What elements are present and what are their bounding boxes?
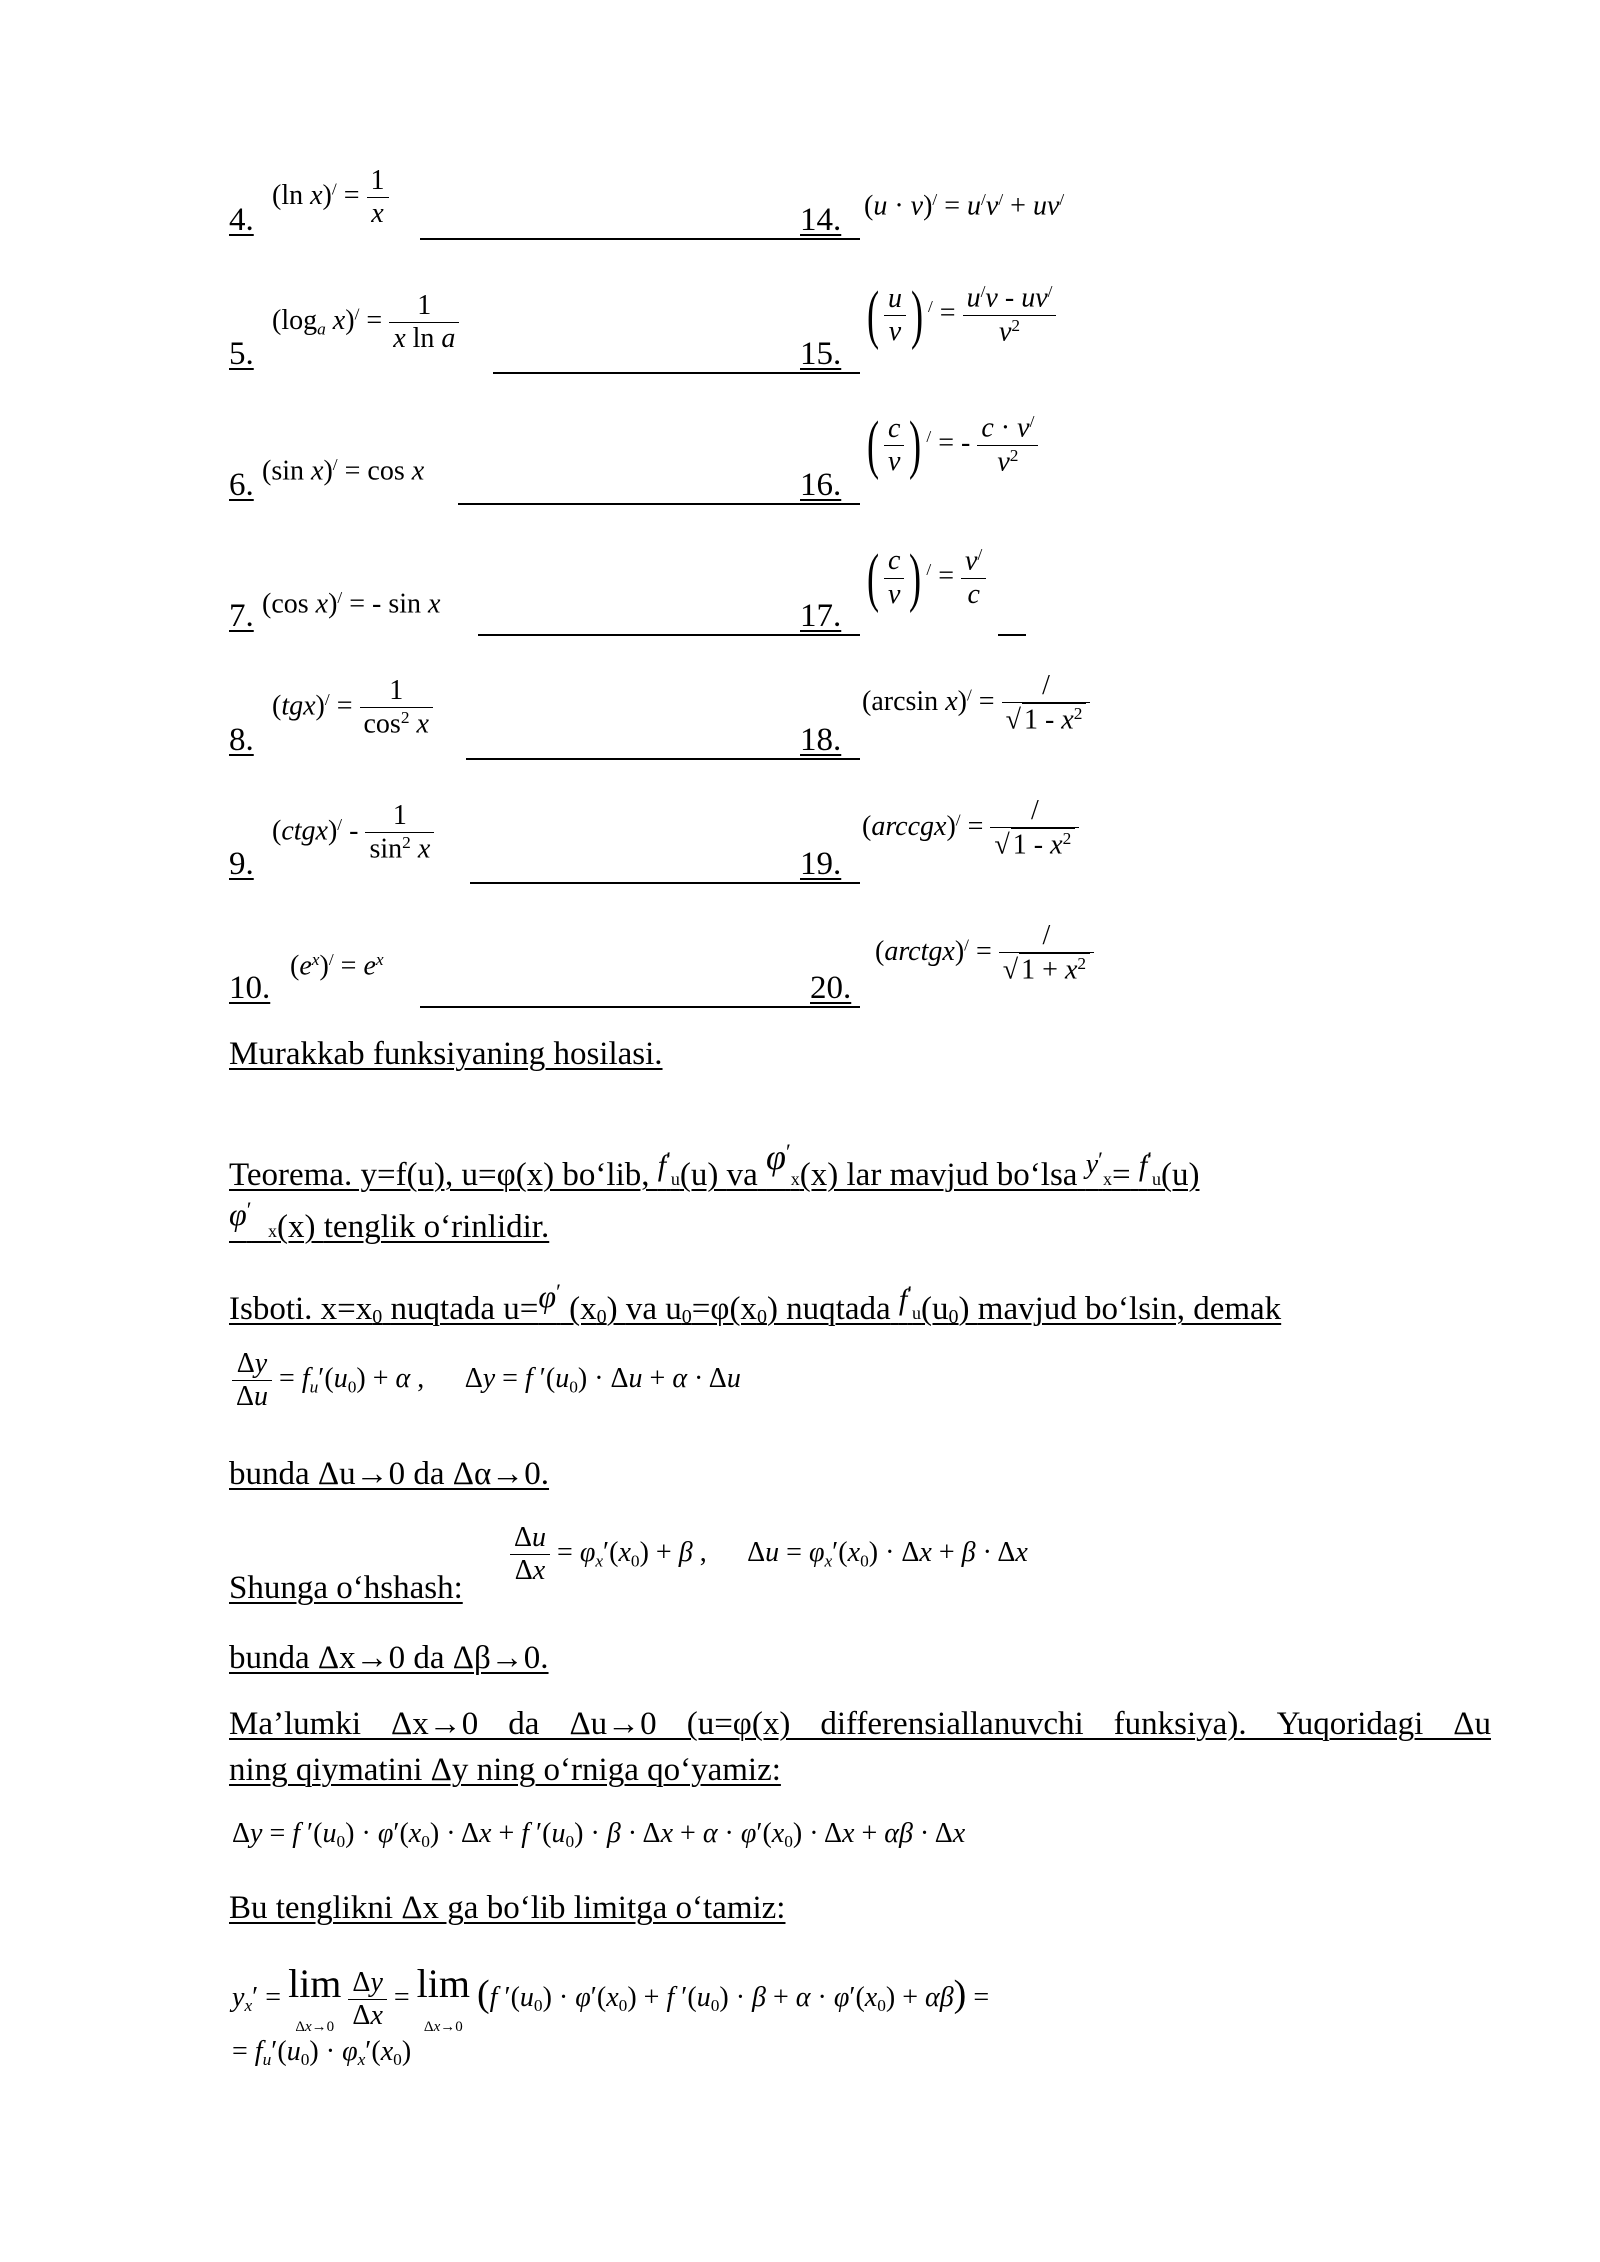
formula-sin: (sin x)/ = cos x [262, 455, 425, 487]
row-number-14: 14. [800, 202, 842, 238]
formula-exp: $(e^x)^/ = e^x$ [290, 950, 384, 982]
proof-d: =φ(x [691, 1291, 757, 1327]
formula-log: ($\log_a$ x)/ = $\frac{1}{\text{x ln a}}$ [272, 290, 459, 355]
theorem-text: Teorema. y=f(u), u=φ(x) bo‘lib, f′u(u) va φ′x(x) lar mavjud bo‘lsa $^{y'}$x= f′u(u) [229, 1137, 1200, 1193]
proof-f: mavjud bo‘lsin, demak [977, 1291, 1282, 1327]
blank-line [998, 634, 1026, 636]
formula-cos: (cos x)/ = - sin x [262, 588, 441, 620]
row-number-20: 20. [810, 970, 852, 1006]
malumki-line-2: ning qiymatini Δy ning o‘rniga qo‘yamiz: [229, 1752, 781, 1788]
row-number-18: 18. [800, 722, 842, 758]
row-number-7: 7. [229, 598, 254, 634]
formula-limit: $y_x' = \lim$ Δx→0 $\frac{\Delta y}{\Delta x}$ = lim Δx→0 (f $'(u_0) \cdot \varphi'(x_0) + f$ $'(u_0) \cdot \beta + \alpha \cdot \varphi'(x_0) + \alpha\beta$) = [232, 1961, 990, 2035]
bu-tenglik: Bu tenglikni Δx ga bo‘lib limitga o‘tamiz: [229, 1890, 786, 1926]
formula-arcsin: (arcsin x)/ = $\frac{/}{√ 1 - x^2}$ [862, 670, 1090, 737]
formula-ln: (ln x)/ = $\frac{1}{x}$ [272, 165, 389, 230]
formula-c-over-v-2: ( $\frac{c}{v}$ ) / = $\frac{v^/}{c}$ [862, 545, 986, 611]
formula-limit-result: = $f_u'(u_0) \cdot \varphi_x'(x_0)$ [232, 2036, 412, 2070]
formula-quotient-rule: ( $\frac{u}{v}$ ) / = $\frac{u^/v - uv^/}{v^2}$ [862, 282, 1056, 348]
proof-a: Isboti. x=x [229, 1291, 373, 1327]
row-number-8: 8. [229, 722, 254, 758]
shunga-label: Shunga o‘hshash: [229, 1570, 463, 1606]
proof-line: Isboti. x=x0 nuqtada u=φ′ (x0) va u0=φ(x0) nuqtada f′u(u0) mavjud bo‘lsin, demak [229, 1278, 1282, 1328]
theorem-lar: lar mavjud bo‘lsa [846, 1157, 1078, 1193]
row-number-10: 10. [229, 970, 271, 1006]
row-number-5: 5. [229, 336, 254, 372]
formula-arctg: (arctgx)/ = $\frac{/}{√ 1 + x^2}$ [875, 920, 1094, 987]
formula-ctg: (ctgx)/ - $\frac{1}{\sin^2 x}$ [272, 800, 434, 866]
formula-c-over-v: ( $\frac{c}{v}$ ) / = - $\frac{c \cdot v^/}{v^2}$ [862, 412, 1038, 478]
blank-line [420, 238, 860, 240]
row-number-4: 4. [229, 202, 254, 238]
row-number-9: 9. [229, 846, 254, 882]
malumki-line-1: Ma’lumki Δx→0 da Δu→0 (u=φ(x) differensiallanuvchi funksiya). Yuqoridagi Δu [229, 1706, 1491, 1742]
formula-tg: (tgx)/ = $\frac{1}{\cos^2 x}$ [272, 675, 433, 741]
row-number-19: 19. [800, 846, 842, 882]
formula-du-dx: $\frac{\Delta u}{\Delta x}$ = $\varphi_x'(x_0) + \beta$ , $\Delta u = \varphi_x'(x_0) \cdot \Delta x + \beta \cdot \Delta x$ [510, 1522, 1028, 1587]
row-number-16: 16. [800, 467, 842, 503]
theorem-va: va [726, 1157, 758, 1193]
row-number-15: 15. [800, 336, 842, 372]
proof-e: ) nuqtada [766, 1291, 891, 1327]
formula-product-rule: (u · v)/ = u/v/ + uv/ [864, 190, 1065, 222]
proof-c: va u [625, 1291, 682, 1327]
formula-dy-du: $\frac{\Delta y}{\Delta u}$ = $f_u'(u_0) + \alpha$ , Δy = f $'(u_0) \cdot \Delta u + \alpha \cdot \Delta u$ [232, 1348, 741, 1413]
formula-arcctg: (arccgx)/ = $\frac{/}{√ 1 - x^2}$ [862, 795, 1079, 862]
blank-line [420, 1006, 860, 1008]
formula-dy-expanded: Δy = f $'(u_0) \cdot \varphi'(x_0) \cdot \Delta x + f$ $'(u_0) \cdot \beta \cdot \Delta x + \alpha \cdot \varphi'(x_0) \cdot \Delta x + \alpha\beta \cdot \Delta x$ [232, 1818, 966, 1852]
proof-b: nuqtada u= [390, 1291, 539, 1327]
bunda-line-1: bunda Δu→0 da Δα→0. [229, 1456, 550, 1492]
row-number-17: 17. [800, 598, 842, 634]
theorem-text-2: φ′ x(x) tenglik o‘rinlidir. [229, 1196, 550, 1245]
theorem-eq: = [1111, 1157, 1131, 1193]
theorem-tail: tenglik o‘rinlidir. [323, 1209, 550, 1245]
theorem-prefix: Teorema. y=f(u), u=φ(x) bo‘lib, [229, 1157, 650, 1193]
row-number-6: 6. [229, 467, 254, 503]
bunda-line-2: bunda Δx→0 da Δβ→0. [229, 1640, 549, 1676]
section-heading: Murakkab funksiyaning hosilasi. [229, 1036, 663, 1072]
